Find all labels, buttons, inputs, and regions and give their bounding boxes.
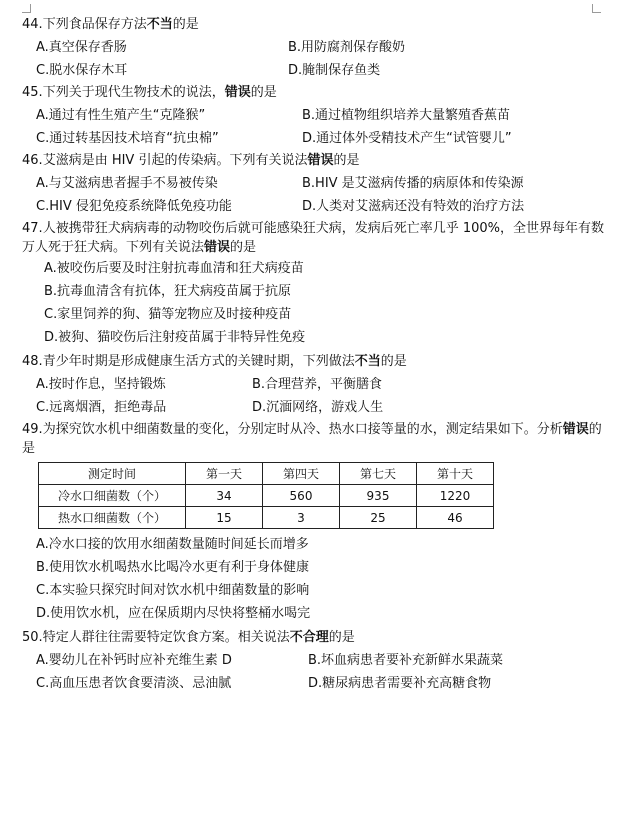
table-cell: 935	[340, 485, 417, 507]
option-d: D.沉湎网络，游戏人生	[252, 400, 384, 415]
table-cell: 1220	[417, 485, 494, 507]
table-cell: 15	[186, 507, 263, 529]
option-d: D.糖尿病患者需要补充高糖食物	[308, 676, 492, 691]
table-cell: 46	[417, 507, 494, 529]
option-c: C.远离烟酒，拒绝毒品	[36, 400, 167, 415]
option-b: B.用防腐剂保存酸奶	[288, 40, 406, 55]
option-d: D.腌制保存鱼类	[288, 63, 381, 78]
table-cell: 第一天	[186, 463, 263, 485]
option-b: B.坏血病患者要补充新鲜水果蔬菜	[308, 653, 504, 668]
option-a: A.婴幼儿在补钙时应补充维生素 D	[36, 653, 232, 668]
option-b: B.使用饮水机喝热水比喝冷水更有利于身体健康	[36, 560, 310, 575]
question-49	[22, 417, 606, 625]
option-a: A.真空保存香肠	[36, 40, 127, 55]
question-48	[22, 349, 606, 417]
option-d: D.使用饮水机，应在保质期内尽快将整桶水喝完	[36, 606, 311, 621]
option-c: C.本实验只探究时间对饮水机中细菌数量的影响	[36, 583, 310, 598]
question-stem: 49.为探究饮水机中细菌数量的变化，分别定时从冷、热水口接等量的水，测定结果如下。分析错误的是	[22, 422, 602, 456]
option-c: C.家里饲养的狗、猫等宠物应及时接种疫苗	[44, 307, 292, 322]
option-d: D.人类对艾滋病还没有特效的治疗方法	[302, 199, 525, 214]
table-cell: 热水口细菌数（个）	[39, 507, 186, 529]
table-cell: 冷水口细菌数（个）	[39, 485, 186, 507]
table-row	[39, 485, 494, 507]
question-stem: 50.特定人群往往需要特定饮食方案。相关说法不合理的是	[22, 630, 355, 645]
table-cell: 3	[263, 507, 340, 529]
option-d: D.被狗、猫咬伤后注射疫苗属于非特异性免疫	[44, 330, 306, 345]
question-50	[22, 625, 606, 693]
question-45	[22, 80, 606, 148]
table-header-row	[39, 463, 494, 485]
table-cell: 25	[340, 507, 417, 529]
question-46	[22, 148, 606, 216]
option-c: C.通过转基因技术培育“抗虫棉”	[36, 131, 219, 146]
option-c: C.脱水保存木耳	[36, 63, 128, 78]
question-stem: 46.艾滋病是由 HIV 引起的传染病。下列有关说法错误的是	[22, 153, 360, 168]
table-cell: 第十天	[417, 463, 494, 485]
table-cell: 第七天	[340, 463, 417, 485]
question-stem: 45.下列关于现代生物技术的说法，错误的是	[22, 85, 277, 100]
table-cell: 第四天	[263, 463, 340, 485]
question-44	[22, 12, 606, 80]
option-a: A.通过有性生殖产生“克隆猴”	[36, 108, 206, 123]
bacteria-count-table	[38, 462, 494, 529]
table-cell: 34	[186, 485, 263, 507]
option-b: B.通过植物组织培养大量繁殖香蕉苗	[302, 108, 511, 123]
exam-page	[22, 12, 606, 693]
question-47	[22, 216, 606, 349]
option-b: B.合理营养，平衡膳食	[252, 377, 383, 392]
option-c: C.HIV 侵犯免疫系统降低免疫功能	[36, 199, 232, 214]
option-a: A.被咬伤后要及时注射抗毒血清和狂犬病疫苗	[44, 261, 304, 276]
table-cell: 560	[263, 485, 340, 507]
option-d: D.通过体外受精技术产生“试管婴儿”	[302, 131, 512, 146]
option-a: A.按时作息，坚持锻炼	[36, 377, 166, 392]
question-stem: 48.青少年时期是形成健康生活方式的关键时期，下列做法不当的是	[22, 354, 407, 369]
option-a: A.与艾滋病患者握手不易被传染	[36, 176, 218, 191]
option-b: B.抗毒血清含有抗体，狂犬病疫苗属于抗原	[44, 284, 292, 299]
table-cell: 测定时间	[39, 463, 186, 485]
table-row	[39, 507, 494, 529]
option-c: C.高血压患者饮食要清淡、忌油腻	[36, 676, 232, 691]
question-stem: 47.人被携带狂犬病病毒的动物咬伤后就可能感染狂犬病，发病后死亡率几乎 100%，全世界每年有数万人死于狂犬病。下列有关说法错误的是	[22, 221, 604, 255]
question-stem: 44.下列食品保存方法不当的是	[22, 17, 199, 32]
option-b: B.HIV 是艾滋病传播的病原体和传染源	[302, 176, 524, 191]
option-a: A.冷水口接的饮用水细菌数量随时间延长而增多	[36, 537, 309, 552]
